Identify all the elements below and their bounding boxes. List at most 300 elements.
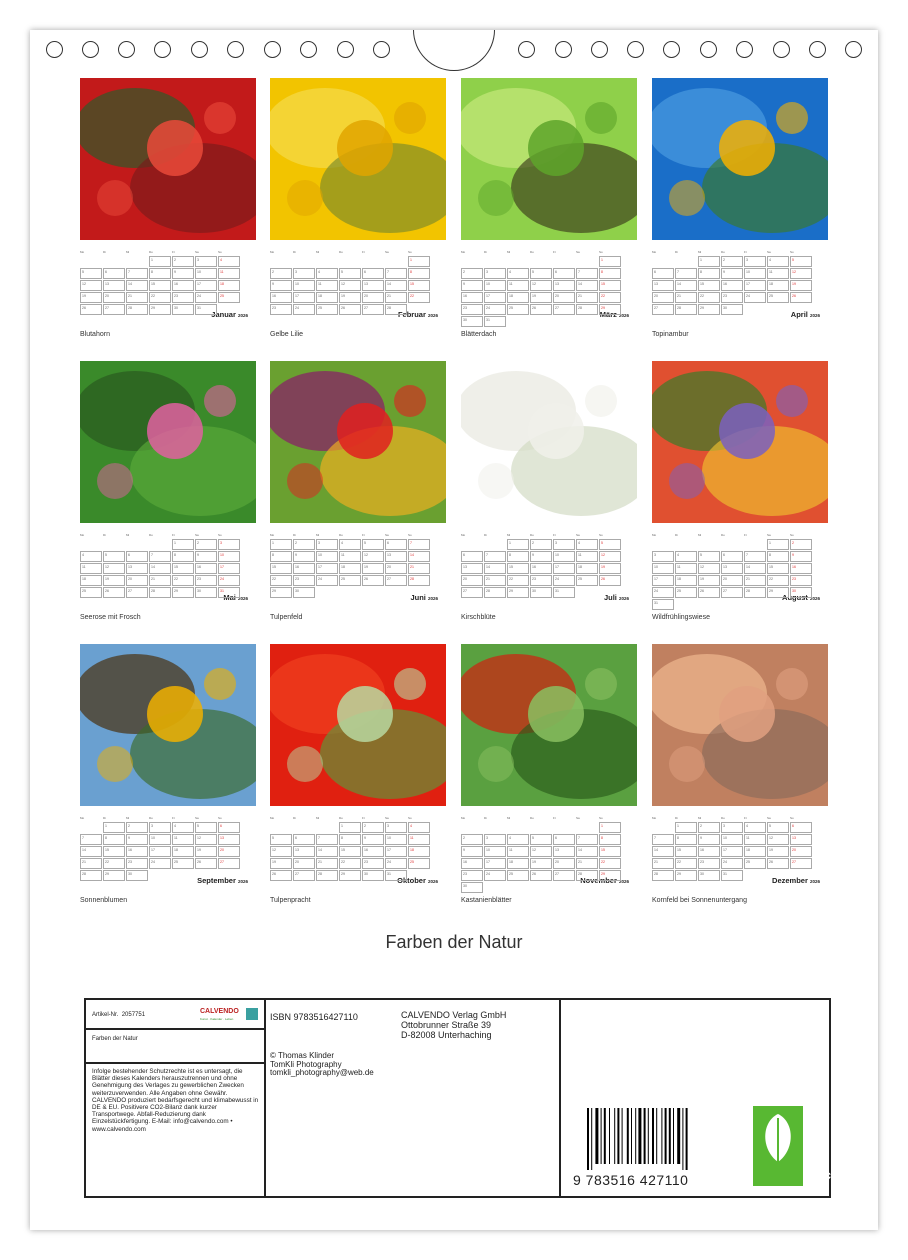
day-cell: 13 [461,563,483,574]
day-cell: 19 [530,858,552,869]
day-cell: 23 [790,575,812,586]
month-year: 2026 [809,313,820,318]
month-year: 2026 [427,879,438,884]
day-cell: 3 [385,822,407,833]
day-cell: 10 [195,268,217,279]
day-cell: 19 [270,858,292,869]
month-photo [652,644,828,806]
empty-cell [698,539,720,550]
day-cell: 14 [126,280,148,291]
day-cell: 25 [507,304,529,315]
day-cell: 19 [599,563,621,574]
day-cell: 31 [484,316,506,327]
day-cell: 30 [195,587,217,598]
day-cell: 27 [553,304,575,315]
day-cell: 26 [790,292,812,303]
day-cell: 25 [767,292,789,303]
empty-cell [80,256,102,267]
day-cell: 29 [270,587,292,598]
day-cell: 17 [553,563,575,574]
day-cell: 10 [553,551,575,562]
day-cell: 11 [80,563,102,574]
day-cell: 30 [126,870,148,881]
month-year: 2026 [237,879,248,884]
weekday-header: Mi [698,816,702,820]
day-cell: 2 [195,539,217,550]
day-cell: 6 [553,834,575,845]
day-cell: 15 [507,563,529,574]
day-cell: 21 [576,292,598,303]
day-cell: 20 [790,846,812,857]
month-year: 2026 [427,596,438,601]
day-cell: 11 [172,834,194,845]
day-cell: 20 [218,846,240,857]
day-cell: 24 [484,870,506,881]
photo-caption: Blutahorn [80,331,110,338]
weekday-header: Do [721,250,725,254]
empty-cell [652,539,674,550]
day-cell: 21 [80,858,102,869]
day-cell: 18 [80,575,102,586]
day-cell: 17 [195,280,217,291]
day-cell: 26 [530,304,552,315]
empty-cell [652,822,674,833]
day-cell: 12 [195,834,217,845]
day-cell: 31 [553,587,575,598]
day-cell: 23 [195,575,217,586]
document-title: Farben der Natur [385,932,523,952]
day-cell: 16 [721,280,743,291]
day-cell: 23 [698,858,720,869]
day-cell: 26 [599,575,621,586]
weekday-header: Di [103,816,106,820]
day-cell: 25 [576,575,598,586]
day-cell: 28 [408,575,430,586]
weekday-header: So [218,816,222,820]
day-cell: 28 [126,304,148,315]
day-cell: 19 [362,563,384,574]
day-cell: 27 [385,575,407,586]
day-cell: 5 [767,822,789,833]
day-cell: 8 [675,834,697,845]
day-cell: 2 [530,539,552,550]
divider [86,1062,264,1064]
weekday-header: Sa [195,533,199,537]
publisher-street: Ottobrunner Straße 39 [401,1020,492,1030]
day-cell: 24 [721,858,743,869]
weekday-header: Do [339,250,343,254]
month-label: April [790,310,808,319]
empty-cell [126,256,148,267]
month-label: Juli [603,593,617,602]
day-cell: 4 [172,822,194,833]
day-cell: 4 [576,539,598,550]
day-cell: 1 [103,822,125,833]
day-cell: 6 [790,822,812,833]
empty-cell [576,256,598,267]
month-photo [652,78,828,240]
article-number [92,1012,145,1018]
weekday-header: Do [339,816,343,820]
month-photo [461,644,637,806]
day-cell: 15 [599,280,621,291]
day-cell: 24 [149,858,171,869]
month-label: Februar [397,310,426,319]
binding-hole [773,41,790,58]
day-cell: 30 [790,587,812,598]
empty-cell [461,539,483,550]
weekday-header: Mi [316,250,320,254]
weekday-header: Mi [507,533,511,537]
month-4 [652,78,828,338]
day-cell: 21 [385,292,407,303]
calvendo-logo-icon [246,1008,258,1020]
day-cell: 8 [767,551,789,562]
day-cell: 7 [675,268,697,279]
day-cell: 28 [576,870,598,881]
barcode-number: 9 783516 427110 [573,1172,689,1188]
day-cell: 8 [270,551,292,562]
day-cell: 15 [103,846,125,857]
month-calendar [461,533,637,591]
day-cell: 28 [149,587,171,598]
day-cell: 14 [149,563,171,574]
day-cell: 22 [149,292,171,303]
day-cell: 22 [270,575,292,586]
weekday-header: Do [530,250,534,254]
weekday-header: Sa [385,250,389,254]
weekday-header: Mo [270,250,275,254]
weekday-header: Di [103,250,106,254]
day-cell: 11 [218,268,240,279]
day-cell: 24 [484,304,506,315]
author-email: tomkli_photography@web.de [270,1068,374,1078]
month-7 [461,361,637,621]
day-cell: 27 [652,304,674,315]
binding-hole [591,41,608,58]
day-cell: 22 [599,858,621,869]
day-cell: 28 [675,304,697,315]
day-cell: 9 [172,268,194,279]
month-8 [652,361,828,621]
day-cell: 8 [507,551,529,562]
publisher-city: D-82008 Unterhaching [401,1030,492,1040]
day-cell: 1 [172,539,194,550]
day-cell: 29 [507,587,529,598]
day-cell: 31 [195,304,217,315]
day-cell: 12 [103,563,125,574]
day-cell: 27 [362,304,384,315]
weekday-header: Sa [767,816,771,820]
day-cell: 14 [408,551,430,562]
day-cell: 27 [790,858,812,869]
day-cell: 4 [507,268,529,279]
day-cell: 21 [484,575,506,586]
day-cell: 22 [698,292,720,303]
month-photo [80,361,256,523]
weekday-header: Do [721,816,725,820]
day-cell: 17 [721,846,743,857]
day-cell: 7 [149,551,171,562]
day-cell: 6 [362,268,384,279]
binding-hole [373,41,390,58]
weekday-header: Sa [576,533,580,537]
day-cell: 26 [767,858,789,869]
day-cell: 5 [339,268,361,279]
weekday-header: Sa [767,250,771,254]
weekday-header: Mi [507,250,511,254]
day-cell: 9 [362,834,384,845]
month-year: 2026 [809,879,820,884]
day-cell: 6 [461,551,483,562]
day-cell: 10 [316,551,338,562]
calvendo-tagline: Kunst · Kalender · Leben [200,1017,234,1021]
empty-cell [80,539,102,550]
month-label: August [782,593,808,602]
month-photo [461,361,637,523]
day-cell: 22 [599,292,621,303]
day-cell: 4 [316,268,338,279]
day-cell: 27 [461,587,483,598]
day-cell: 12 [767,834,789,845]
day-cell: 25 [675,587,697,598]
day-cell: 27 [293,870,315,881]
day-cell: 20 [652,292,674,303]
day-cell: 3 [195,256,217,267]
month-photo [652,361,828,523]
day-cell: 13 [293,846,315,857]
day-cell: 30 [698,870,720,881]
empty-cell [80,822,102,833]
day-cell: 27 [721,587,743,598]
empty-cell [721,539,743,550]
day-cell: 5 [195,822,217,833]
day-cell: 2 [461,834,483,845]
weekday-header: Fr [172,816,175,820]
day-cell: 31 [385,870,407,881]
day-cell: 21 [408,563,430,574]
weekday-header: Mo [461,816,466,820]
day-cell: 21 [744,575,766,586]
weekday-header: Mo [270,816,275,820]
day-cell: 27 [218,858,240,869]
day-cell: 8 [599,834,621,845]
day-cell: 27 [103,304,125,315]
day-cell: 29 [599,870,621,881]
eco-leaf-icon [753,1106,839,1186]
day-cell: 5 [790,256,812,267]
day-cell: 11 [316,280,338,291]
month-6 [270,361,446,621]
day-cell: 17 [385,846,407,857]
day-cell: 30 [721,304,743,315]
day-cell: 9 [126,834,148,845]
day-cell: 26 [362,575,384,586]
empty-cell [553,256,575,267]
day-cell: 14 [80,846,102,857]
day-cell: 28 [385,304,407,315]
day-cell: 5 [270,834,292,845]
day-cell: 24 [385,858,407,869]
weekday-header: Fr [553,250,556,254]
weekday-header: Fr [744,533,747,537]
day-cell: 14 [576,846,598,857]
day-cell: 18 [767,280,789,291]
day-cell: 26 [195,858,217,869]
day-cell: 28 [316,870,338,881]
day-cell: 1 [599,256,621,267]
day-cell: 20 [553,858,575,869]
day-cell: 26 [530,870,552,881]
empty-cell [675,539,697,550]
day-cell: 30 [172,304,194,315]
day-cell: 29 [339,870,361,881]
day-cell: 3 [316,539,338,550]
day-cell: 22 [507,575,529,586]
day-cell: 11 [675,563,697,574]
day-cell: 23 [461,870,483,881]
day-cell: 29 [149,304,171,315]
day-cell: 16 [461,858,483,869]
day-cell: 26 [270,870,292,881]
binding-hole [809,41,826,58]
month-photo [461,78,637,240]
day-cell: 6 [126,551,148,562]
day-cell: 14 [484,563,506,574]
month-1 [80,78,256,338]
month-11 [461,644,637,904]
day-cell: 1 [675,822,697,833]
day-cell: 26 [339,304,361,315]
month-label: März [599,310,617,319]
day-cell: 4 [675,551,697,562]
weekday-header: So [599,816,603,820]
month-label: November [580,876,617,885]
empty-cell [270,256,292,267]
day-cell: 10 [293,280,315,291]
binding-hole [264,41,281,58]
day-cell: 11 [744,834,766,845]
weekday-header: Di [293,250,296,254]
empty-cell [461,256,483,267]
day-cell: 9 [790,551,812,562]
empty-cell [362,256,384,267]
month-12 [652,644,828,904]
day-cell: 14 [652,846,674,857]
day-cell: 1 [149,256,171,267]
day-cell: 15 [149,280,171,291]
day-cell: 17 [484,292,506,303]
empty-cell [576,822,598,833]
photo-caption: Kastanienblätter [461,897,512,904]
day-cell: 18 [316,292,338,303]
month-year: 2026 [427,313,438,318]
weekday-header: So [408,533,412,537]
day-cell: 7 [408,539,430,550]
day-cell: 27 [553,870,575,881]
author-studio: TomKli Photography [270,1059,342,1069]
empty-cell [293,822,315,833]
weekday-header: Di [675,250,678,254]
weekday-header: Mo [270,533,275,537]
day-cell: 23 [530,575,552,586]
month-calendar [270,816,446,874]
day-cell: 18 [507,292,529,303]
day-cell: 9 [698,834,720,845]
day-cell: 26 [80,304,102,315]
day-cell: 10 [744,268,766,279]
day-cell: 1 [507,539,529,550]
day-cell: 20 [126,575,148,586]
day-cell: 15 [408,280,430,291]
day-cell: 17 [316,563,338,574]
day-cell: 7 [576,834,598,845]
day-cell: 25 [316,304,338,315]
day-cell: 25 [339,575,361,586]
month-year: 2026 [237,313,248,318]
weekday-header: Do [149,533,153,537]
day-cell: 25 [172,858,194,869]
day-cell: 30 [362,870,384,881]
day-cell: 7 [744,551,766,562]
photo-caption: Gelbe Lilie [270,331,304,338]
month-photo [270,644,446,806]
day-cell: 8 [103,834,125,845]
month-label: Oktober [397,876,426,885]
weekday-header: Di [675,816,678,820]
day-cell: 16 [362,846,384,857]
publisher-name: CALVENDO Verlag GmbH [401,1010,507,1020]
day-cell: 14 [675,280,697,291]
month-year: 2026 [618,596,629,601]
day-cell: 4 [408,822,430,833]
day-cell: 21 [149,575,171,586]
day-cell: 24 [744,292,766,303]
imprint-right-column [561,1000,839,1196]
day-cell: 1 [339,822,361,833]
day-cell: 8 [172,551,194,562]
month-label: Juni [410,593,426,602]
day-cell: 17 [218,563,240,574]
day-cell: 22 [339,858,361,869]
day-cell: 13 [103,280,125,291]
day-cell: 20 [461,575,483,586]
weekday-header: Mi [507,816,511,820]
weekday-header: Mo [652,533,657,537]
day-cell: 6 [553,268,575,279]
photo-caption: Sonnenblumen [80,897,128,904]
weekday-header: Do [149,816,153,820]
weekday-header: Fr [172,250,175,254]
day-cell: 18 [576,563,598,574]
day-cell: 14 [576,280,598,291]
day-cell: 18 [507,858,529,869]
day-cell: 3 [553,539,575,550]
day-cell: 29 [172,587,194,598]
day-cell: 23 [461,304,483,315]
day-cell: 31 [652,599,674,610]
empty-cell [484,256,506,267]
binding-hole [227,41,244,58]
day-cell: 7 [484,551,506,562]
barcode-icon [587,1108,717,1170]
month-calendar [652,816,828,874]
weekday-header: Mo [652,250,657,254]
empty-cell [507,256,529,267]
day-cell: 20 [103,292,125,303]
weekday-header: So [218,250,222,254]
day-cell: 9 [270,280,292,291]
